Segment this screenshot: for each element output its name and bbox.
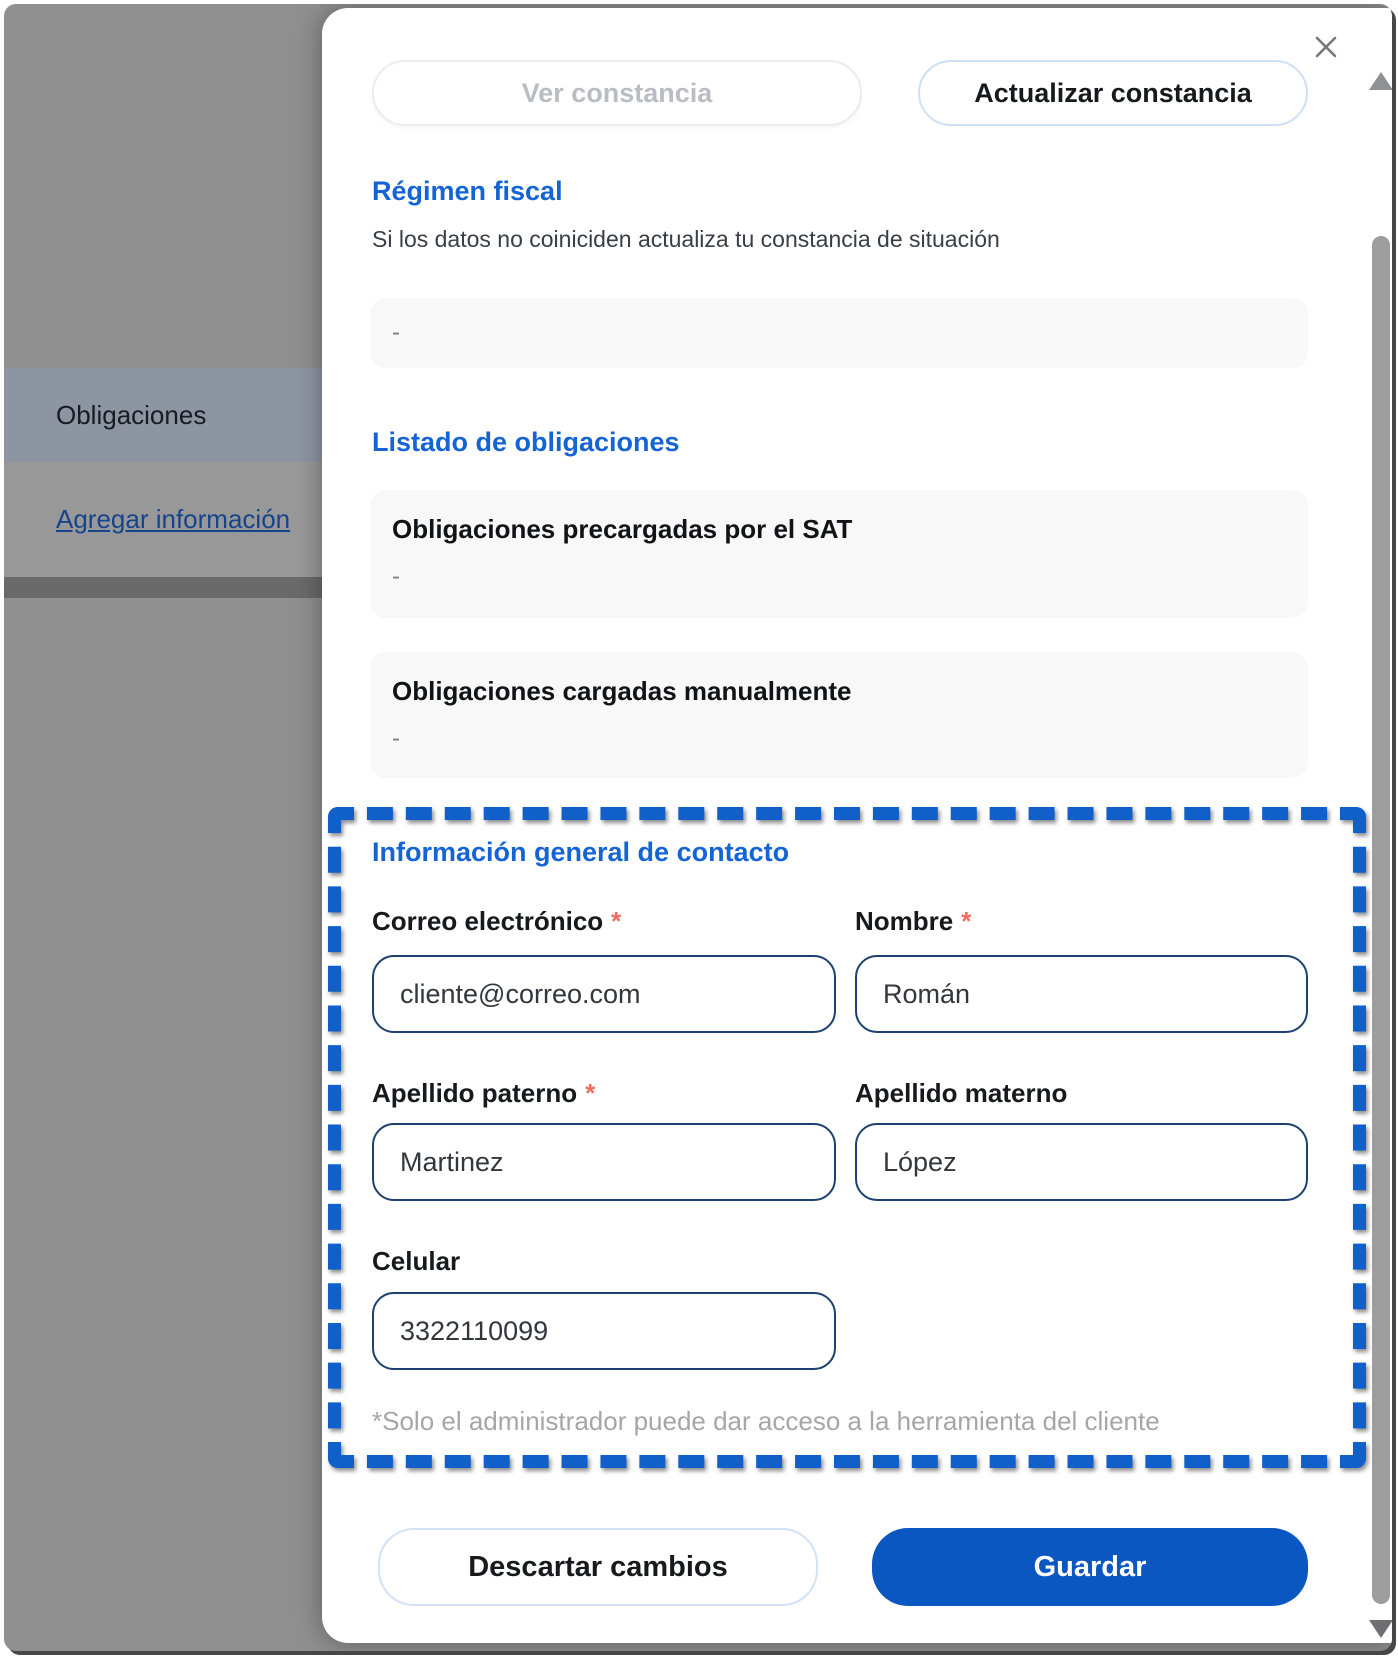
nombre-input[interactable] [855, 955, 1308, 1033]
agregar-informacion-link[interactable]: Agregar información [56, 504, 291, 534]
listado-obligaciones-title: Listado de obligaciones [372, 427, 680, 457]
client-info-dialog [322, 8, 1392, 1643]
correo-input[interactable] [372, 955, 836, 1033]
celular-label-text: Celular [372, 1246, 461, 1276]
ver-constancia-button[interactable]: Ver constancia [372, 60, 862, 126]
scrollbar-up-arrow-icon[interactable] [1369, 72, 1392, 90]
close-icon [1311, 32, 1341, 65]
required-asterisk: * [585, 1078, 596, 1108]
informacion-contacto-title: Información general de contacto [372, 837, 790, 867]
correo-label-text: Correo electrónico [372, 906, 604, 936]
regimen-fiscal-title: Régimen fiscal [372, 176, 563, 206]
apellido-paterno-label-text: Apellido paterno [372, 1078, 578, 1108]
sidebar-item-obligaciones[interactable] [4, 368, 322, 462]
obligaciones-precargadas-value: - [392, 563, 400, 590]
obligaciones-precargadas-box [370, 490, 1308, 618]
scrollbar-thumb[interactable] [1372, 236, 1390, 1604]
screen-frame [4, 4, 1392, 1651]
close-button[interactable] [1310, 32, 1342, 64]
agregar-informacion-row [4, 462, 322, 577]
obligaciones-label: Obligaciones [56, 399, 207, 430]
obligaciones-precargadas-title: Obligaciones precargadas por el SAT [392, 514, 853, 544]
correo-label [372, 906, 621, 937]
regimen-fiscal-value-field [370, 298, 1308, 368]
celular-input[interactable] [372, 1292, 836, 1370]
regimen-fiscal-subtitle: Si los datos no coiniciden actualiza tu constancia de situación [372, 226, 1000, 252]
required-asterisk: * [611, 906, 622, 936]
apellido-materno-input[interactable] [855, 1123, 1308, 1201]
actualizar-constancia-button[interactable]: Actualizar constancia [918, 60, 1308, 126]
guardar-button[interactable]: Guardar [872, 1528, 1308, 1606]
required-asterisk: * [961, 906, 972, 936]
regimen-fiscal-value: - [392, 319, 400, 346]
background-divider-strip [4, 577, 322, 598]
apellido-materno-label [855, 1078, 1075, 1109]
obligaciones-manuales-value: - [392, 725, 400, 752]
celular-label [372, 1246, 460, 1277]
admin-access-note: *Solo el administrador puede dar acceso a la herramienta del cliente [372, 1406, 1160, 1436]
scrollbar-down-arrow-icon[interactable] [1369, 1620, 1392, 1638]
apellido-materno-label-text: Apellido materno [855, 1078, 1068, 1108]
descartar-cambios-button[interactable]: Descartar cambios [378, 1528, 818, 1606]
obligaciones-manuales-box [370, 652, 1308, 778]
nombre-label-text: Nombre [855, 906, 954, 936]
nombre-label [855, 906, 971, 937]
apellido-paterno-label [372, 1078, 595, 1109]
apellido-paterno-input[interactable] [372, 1123, 836, 1201]
obligaciones-manuales-title: Obligaciones cargadas manualmente [392, 676, 852, 706]
